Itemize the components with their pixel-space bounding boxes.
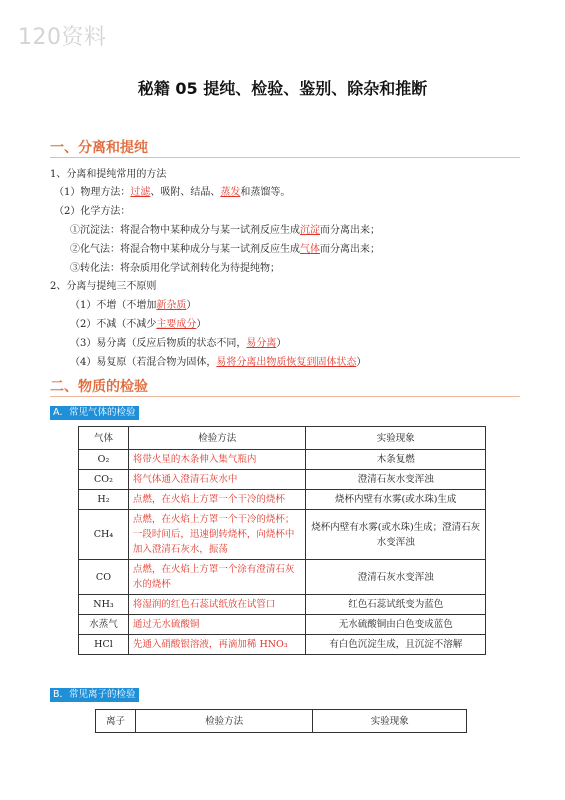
ion-test-table <box>95 709 467 733</box>
result-cell: 烧杯内壁有水雾(或水珠)生成；澄清石灰水变浑浊 <box>306 510 486 560</box>
table-row <box>79 470 486 490</box>
table-header: 实验现象 <box>306 427 486 450</box>
result-cell: 烧杯内壁有水雾(或水珠)生成 <box>306 490 486 510</box>
table-header: 气体 <box>79 427 129 450</box>
keyword: 易将分离出物质恢复到固体状态 <box>216 357 357 368</box>
table-header: 实验现象 <box>313 710 467 733</box>
text-line: （1）物理方法：过滤、吸附、结晶、蒸发和蒸馏等。 <box>54 187 291 198</box>
keyword: 沉淀 <box>300 225 320 236</box>
text-line: （2）不减（不减少主要成分） <box>70 319 207 330</box>
result-cell: 有白色沉淀生成，且沉淀不溶解 <box>306 635 486 655</box>
method-cell: 将湿润的红色石蕊试纸放在试管口 <box>128 595 306 615</box>
gas-cell: H₂ <box>79 490 129 510</box>
method-cell: 点燃，在火焰上方罩一个干冷的烧杯；一段时间后，迅速倒转烧杯，向烧杯中加入澄清石灰水，振荡 <box>128 510 306 560</box>
keyword: 过滤 <box>130 187 151 198</box>
gas-test-table <box>78 426 486 655</box>
text-line: ②化气法：将混合物中某种成分与某一试剂反应生成气体而分离出来； <box>70 244 380 255</box>
gas-cell: CO <box>79 560 129 595</box>
section-heading-separation: 一、分离和提纯 <box>50 140 148 156</box>
keyword: 气体 <box>300 244 320 255</box>
table-row <box>79 595 486 615</box>
table-row <box>79 635 486 655</box>
method-cell: 先通入硝酸银溶液，再滴加稀 HNO₃ <box>128 635 306 655</box>
table-row <box>79 450 486 470</box>
table-header: 检验方法 <box>128 427 306 450</box>
text-line: ③转化法：将杂质用化学试剂转化为待提纯物； <box>70 263 280 274</box>
table-row <box>79 490 486 510</box>
method-cell: 通过无水硫酸铜 <box>128 615 306 635</box>
method-cell: 将带火星的木条伸入集气瓶内 <box>128 450 306 470</box>
gas-cell: NH₃ <box>79 595 129 615</box>
watermark: 120资料 <box>18 25 107 50</box>
text-line: 1、分离和提纯常用的方法 <box>50 169 167 180</box>
text-line: （3）易分离（反应后物质的状态不同，易分离） <box>70 338 287 349</box>
keyword: 主要成分 <box>156 319 197 330</box>
keyword: 新杂质 <box>156 300 187 311</box>
result-cell: 无水硫酸铜由白色变成蓝色 <box>306 615 486 635</box>
text-line: （4）易复原（若混合物为固体，易将分离出物质恢复到固体状态） <box>70 357 367 368</box>
text-line: 2、分离与提纯三不原则 <box>50 281 157 292</box>
text-line: ①沉淀法：将混合物中某种成分与某一试剂反应生成沉淀而分离出来； <box>70 225 380 236</box>
table-header: 检验方法 <box>135 710 312 733</box>
result-cell: 澄清石灰水变浑浊 <box>306 560 486 595</box>
result-cell: 红色石蕊试纸变为蓝色 <box>306 595 486 615</box>
gas-cell: CH₄ <box>79 510 129 560</box>
text-line: （2）化学方法： <box>54 206 131 217</box>
result-cell: 木条复燃 <box>306 450 486 470</box>
gas-cell: 水蒸气 <box>79 615 129 635</box>
subheading-gas-tests: A．常见气体的检验 <box>50 406 139 420</box>
keyword: 蒸发 <box>220 187 241 198</box>
text-line: （1）不增（不增加新杂质） <box>70 300 197 311</box>
page-title: 秘籍 05 提纯、检验、鉴别、除杂和推断 <box>137 79 428 98</box>
method-cell: 点燃，在火焰上方罩一个干冷的烧杯 <box>128 490 306 510</box>
gas-cell: HCl <box>79 635 129 655</box>
table-row <box>79 510 486 560</box>
subheading-ion-tests: B．常见离子的检验 <box>50 688 139 702</box>
section-heading-inspection: 二、物质的检验 <box>50 379 148 395</box>
table-row <box>79 560 486 595</box>
method-cell: 点燃，在火焰上方罩一个涂有澄清石灰水的烧杯 <box>128 560 306 595</box>
section-divider <box>50 396 520 397</box>
gas-cell: CO₂ <box>79 470 129 490</box>
keyword: 易分离 <box>246 338 277 349</box>
table-row <box>79 615 486 635</box>
method-cell: 将气体通入澄清石灰水中 <box>128 470 306 490</box>
section-divider <box>50 157 520 158</box>
result-cell: 澄清石灰水变浑浊 <box>306 470 486 490</box>
gas-cell: O₂ <box>79 450 129 470</box>
table-header: 离子 <box>96 710 136 733</box>
